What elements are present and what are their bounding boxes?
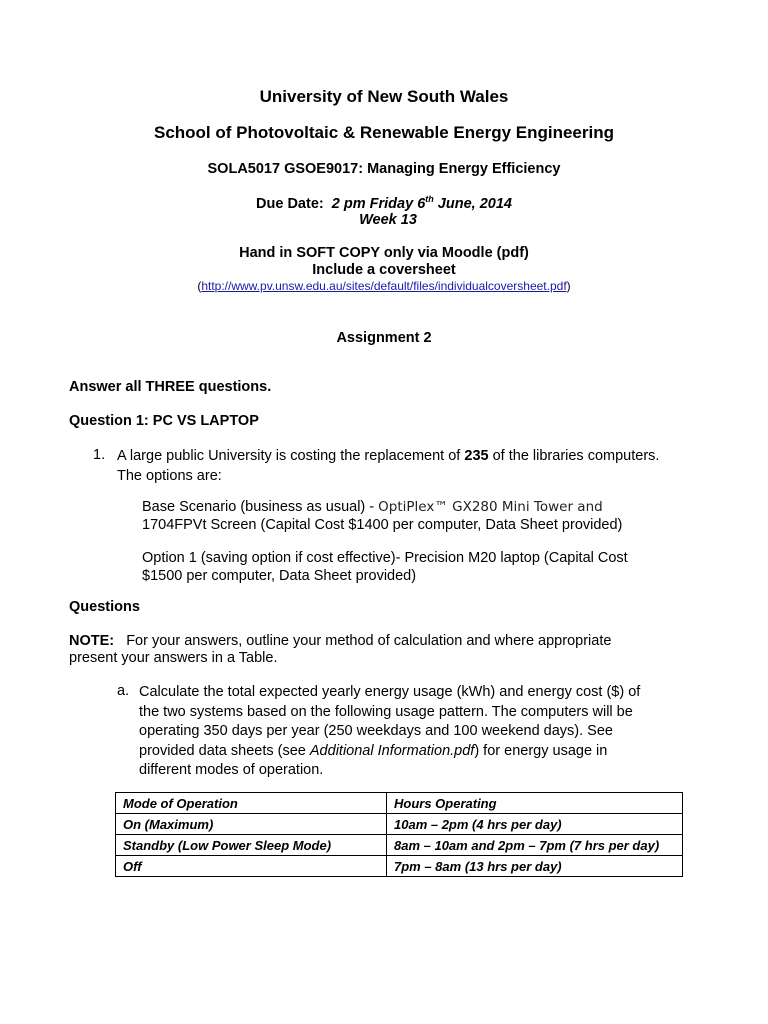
university-title: University of New South Wales: [259, 87, 509, 106]
due-date: [0, 194, 768, 212]
coversheet-link[interactable]: http://www.pv.unsw.edu.au/sites/default/files/individualcoversheet.pdf: [201, 279, 567, 293]
note-label: NOTE:: [69, 633, 115, 649]
table-header-row: [116, 793, 683, 814]
table-cell: 7pm – 8am (13 hrs per day): [387, 856, 683, 877]
note-text: NOTE: For your answers, outline your method of calculation and where appropriate present your answers in a Table.: [69, 633, 612, 666]
question1-intro: A large public University is costing the replacement of 235 of the libraries computers. The options are:: [117, 448, 660, 484]
option-1: Option 1 (saving option if cost effective)- Precision M20 laptop (Capital Cost $1500 per computer, Data Sheet provided): [142, 550, 628, 584]
table-cell: On (Maximum): [116, 814, 387, 835]
school-title: School of Photovoltaic & Renewable Energy Engineering: [153, 123, 614, 142]
table-cell: 10am – 2pm (4 hrs per day): [387, 814, 683, 835]
assignment-title: Assignment 2: [336, 330, 432, 346]
base-product-name: OptiPlex™ GX280 Mini Tower and: [378, 499, 603, 515]
table-cell: Off: [116, 856, 387, 877]
instruction-text: Answer all THREE questions.: [69, 379, 272, 395]
base-scenario: Base Scenario (business as usual) - OptiPlex™ GX280 Mini Tower and 1704FPVt Screen (Capital Cost $1400 per computer, Data Sheet provided): [142, 499, 623, 533]
table-row: [116, 835, 683, 856]
part-a-letter: a.: [117, 683, 130, 699]
table-cell: 8am – 10am and 2pm – 7pm (7 hrs per day): [387, 835, 683, 856]
coversheet-link-line: (http://www.pv.unsw.edu.au/sites/default/files/individualcoversheet.pdf): [197, 279, 571, 293]
due-week: Week 13: [359, 212, 417, 228]
questions-heading: Questions: [69, 599, 140, 615]
operation-modes-table: [115, 792, 683, 877]
table-row: [116, 856, 683, 877]
part-a-text: Calculate the total expected yearly energy usage (kWh) and energy cost ($) of the two systems based on the following usage pattern. The computers will be operating 350 days per year (250 weekdays and 100 weekend days). See provided data sheets (see Additional Information.pdf) for energy usage in different modes of operation.: [139, 684, 641, 778]
coversheet-instruction: Include a coversheet: [312, 262, 456, 278]
due-date-label: Due Date:: [256, 195, 324, 212]
course-title: SOLA5017 GSOE9017: Managing Energy Efficiency: [207, 161, 561, 177]
table-cell: Standby (Low Power Sleep Mode): [116, 835, 387, 856]
hand-in-instruction: Hand in SOFT COPY only via Moodle (pdf): [239, 245, 529, 261]
table-row: [116, 814, 683, 835]
table-header-cell: Hours Operating: [387, 793, 683, 814]
question1-heading: Question 1: PC VS LAPTOP: [69, 413, 259, 429]
item-number: 1.: [93, 447, 106, 463]
table-header-cell: Mode of Operation: [116, 793, 387, 814]
due-date-value: 2 pm Friday 6th June, 2014: [331, 194, 512, 212]
